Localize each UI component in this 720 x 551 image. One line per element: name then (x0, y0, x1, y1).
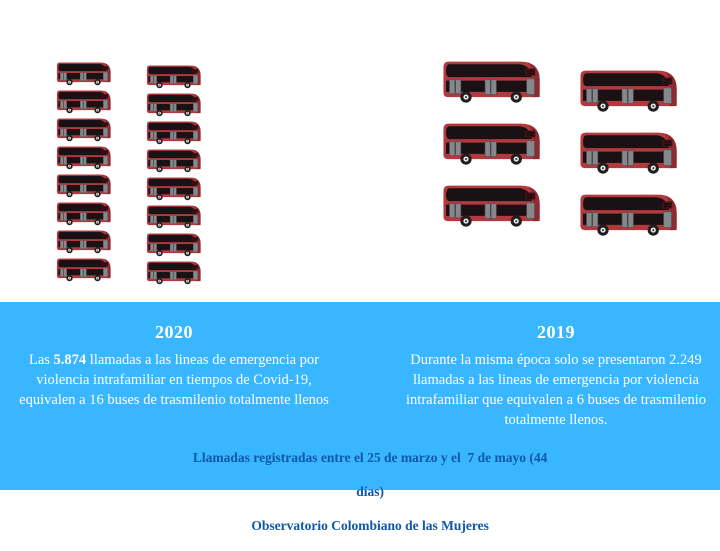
bus-icon (577, 130, 681, 175)
year-heading-2020: 2020 (155, 322, 193, 342)
bus-icon (55, 145, 113, 170)
bus-icon (55, 61, 113, 86)
bus-group-2019 (440, 59, 681, 228)
text-line: totalmente llenos. (504, 412, 608, 428)
bus-icon (440, 121, 544, 166)
panel-2019 (384, 322, 720, 430)
bus-icon (145, 120, 203, 145)
bus-icon (145, 176, 203, 201)
bus-icon (577, 192, 681, 237)
footer-date-range: Llamadas registradas entre el 25 de marzo y el 7 de mayo (44 (192, 450, 548, 465)
bus-icon (145, 148, 203, 173)
bus-icon (145, 92, 203, 117)
text-line: llamadas a las lineas de emergencia por (86, 352, 320, 368)
text-line: Las (28, 352, 54, 368)
bus-icon (145, 64, 203, 89)
bus-group-2020 (55, 61, 203, 282)
calls-count-2020: 5.874 (53, 352, 87, 368)
footer-date-range-cont: días) (356, 484, 384, 499)
bus-icon (55, 117, 113, 142)
text-line: intrafamiliar que equivalen a 6 buses de trasmilenio (406, 392, 706, 408)
panel-2019-text (384, 350, 720, 430)
bus-icon (55, 201, 113, 226)
blue-panel (0, 302, 720, 533)
text-line: llamadas a las lineas de emergencia por violencia (413, 372, 699, 388)
bus-icon (145, 232, 203, 257)
bus-icon (145, 204, 203, 229)
bus-icon (55, 89, 113, 114)
bus-icon (145, 260, 203, 285)
bus-icon (55, 229, 113, 254)
text-line: equivalen a 16 buses de trasmilenio totalmente llenos (19, 392, 329, 408)
text-line: violencia intrafamiliar en tiempos de Covid-19, (36, 372, 312, 388)
bus-icon (55, 257, 113, 282)
bus-icon (577, 68, 681, 113)
bus-icon (440, 183, 544, 228)
panel-2020 (6, 322, 342, 410)
year-heading-2019: 2019 (537, 322, 575, 342)
panel-2020-text (6, 350, 342, 410)
bus-icon (440, 59, 544, 104)
footer-note (0, 432, 720, 551)
bus-icon (55, 173, 113, 198)
footer-source: Observatorio Colombiano de las Mujeres (251, 518, 489, 533)
text-line: Durante la misma época solo se presentaron 2.249 (410, 352, 702, 368)
